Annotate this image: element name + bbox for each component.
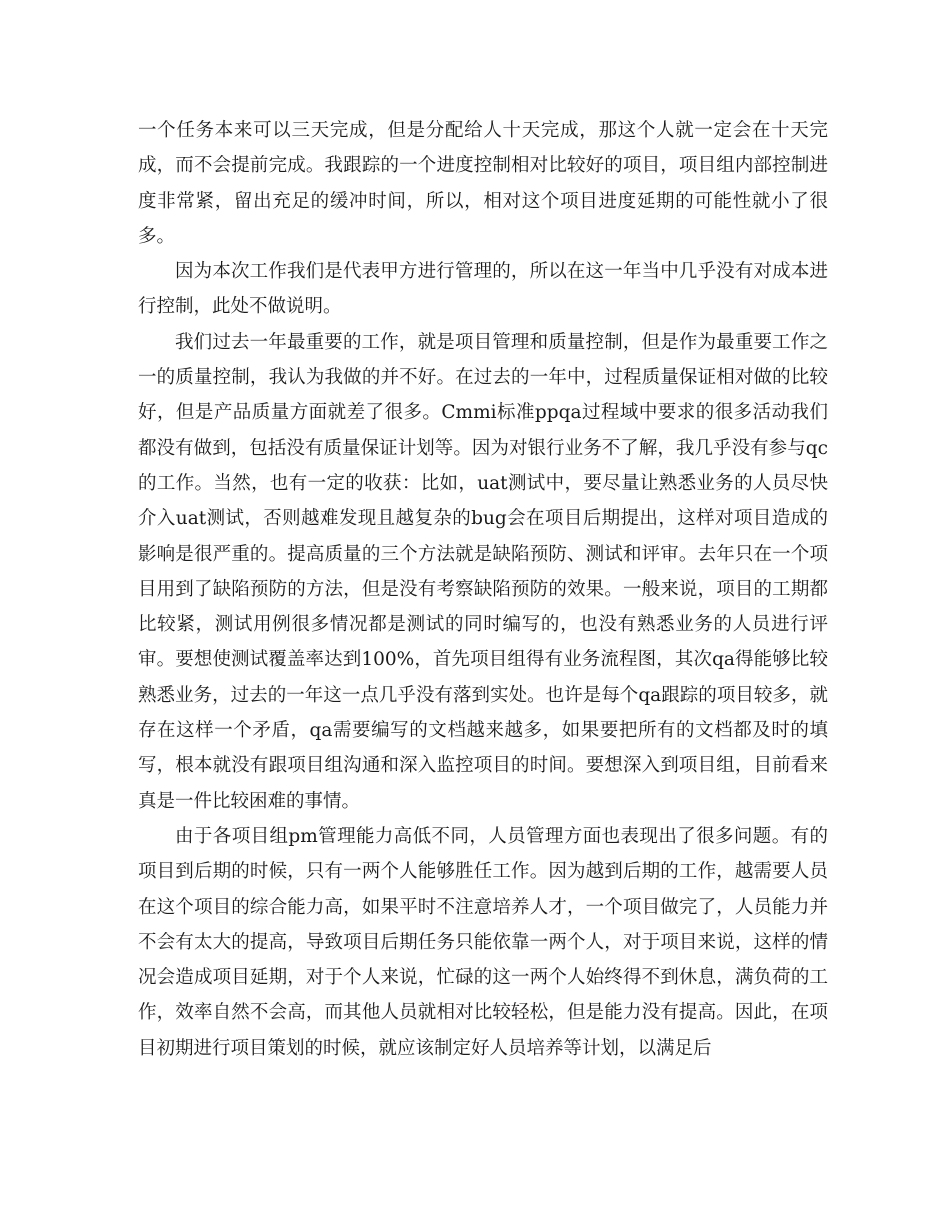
paragraph-4: 由于各项目组pm管理能力高低不同，人员管理方面也表现出了很多问题。有的项目到后期的时候，只有一两个人能够胜任工作。因为越到后期的工作，越需要人员在这个项目的综合能力高，如果平时不注意培养人才，一个项目做完了，人员能力并不会有太大的提高，导致项目后期任务只能依靠一两个人，对于项目来说，这样的情况会造成项目延期，对于个人来说，忙碌的这一两个人始终得不到休息，满负荷的工作，效率自然不会高，而其他人员就相对比较轻松，但是能力没有提高。因此，在项目初期进行项目策划的时候，就应该制定好人员培养等计划，以满足后 (138, 825, 828, 1059)
paragraph-3: 我们过去一年最重要的工作，就是项目管理和质量控制，但是作为最重要工作之一的质量控制，我认为我做的并不好。在过去的一年中，过程质量保证相对做的比较好，但是产品质量方面就差了很多。Cmmi标准ppqa过程域中要求的很多活动我们都没有做到，包括没有质量保证计划等。因为对银行业务不了解，我几乎没有参与qc的工作。当然，也有一定的收获：比如，uat测试中，要尽量让熟悉业务的人员尽快介入uat测试，否则越难发现且越复杂的bug会在项目后期提出，这样对项目造成的影响是很严重的。提高质量的三个方法就是缺陷预防、测试和评审。去年只在一个项目用到了缺陷预防的方法，但是没有考察缺陷预防的效果。一般来说，项目的工期都比较紧，测试用例很多情况都是测试的同时编写的，也没有熟悉业务的人员进行评审。要想使测试覆盖率达到100%，首先项目组得有业务流程图，其次qa得能够比较熟悉业务，过去的一年这一点几乎没有落到实处。也许是每个qa跟踪的项目较多，就存在这样一个矛盾，qa需要编写的文档越来越多，如果要把所有的文档都及时的填写，根本就没有跟项目组沟通和深入监控项目的时间。要想深入到项目组，目前看来真是一件比较困难的事情。 (138, 331, 828, 812)
document-body (138, 113, 828, 1066)
paragraph-2: 因为本次工作我们是代表甲方进行管理的，所以在这一年当中几乎没有对成本进行控制，此处不做说明。 (138, 261, 828, 318)
paragraph-1: 一个任务本来可以三天完成，但是分配给人十天完成，那这个人就一定会在十天完成，而不会提前完成。我跟踪的一个进度控制相对比较好的项目，项目组内部控制进度非常紧，留出充足的缓冲时间，所以，相对这个项目进度延期的可能性就小了很多。 (138, 120, 828, 247)
